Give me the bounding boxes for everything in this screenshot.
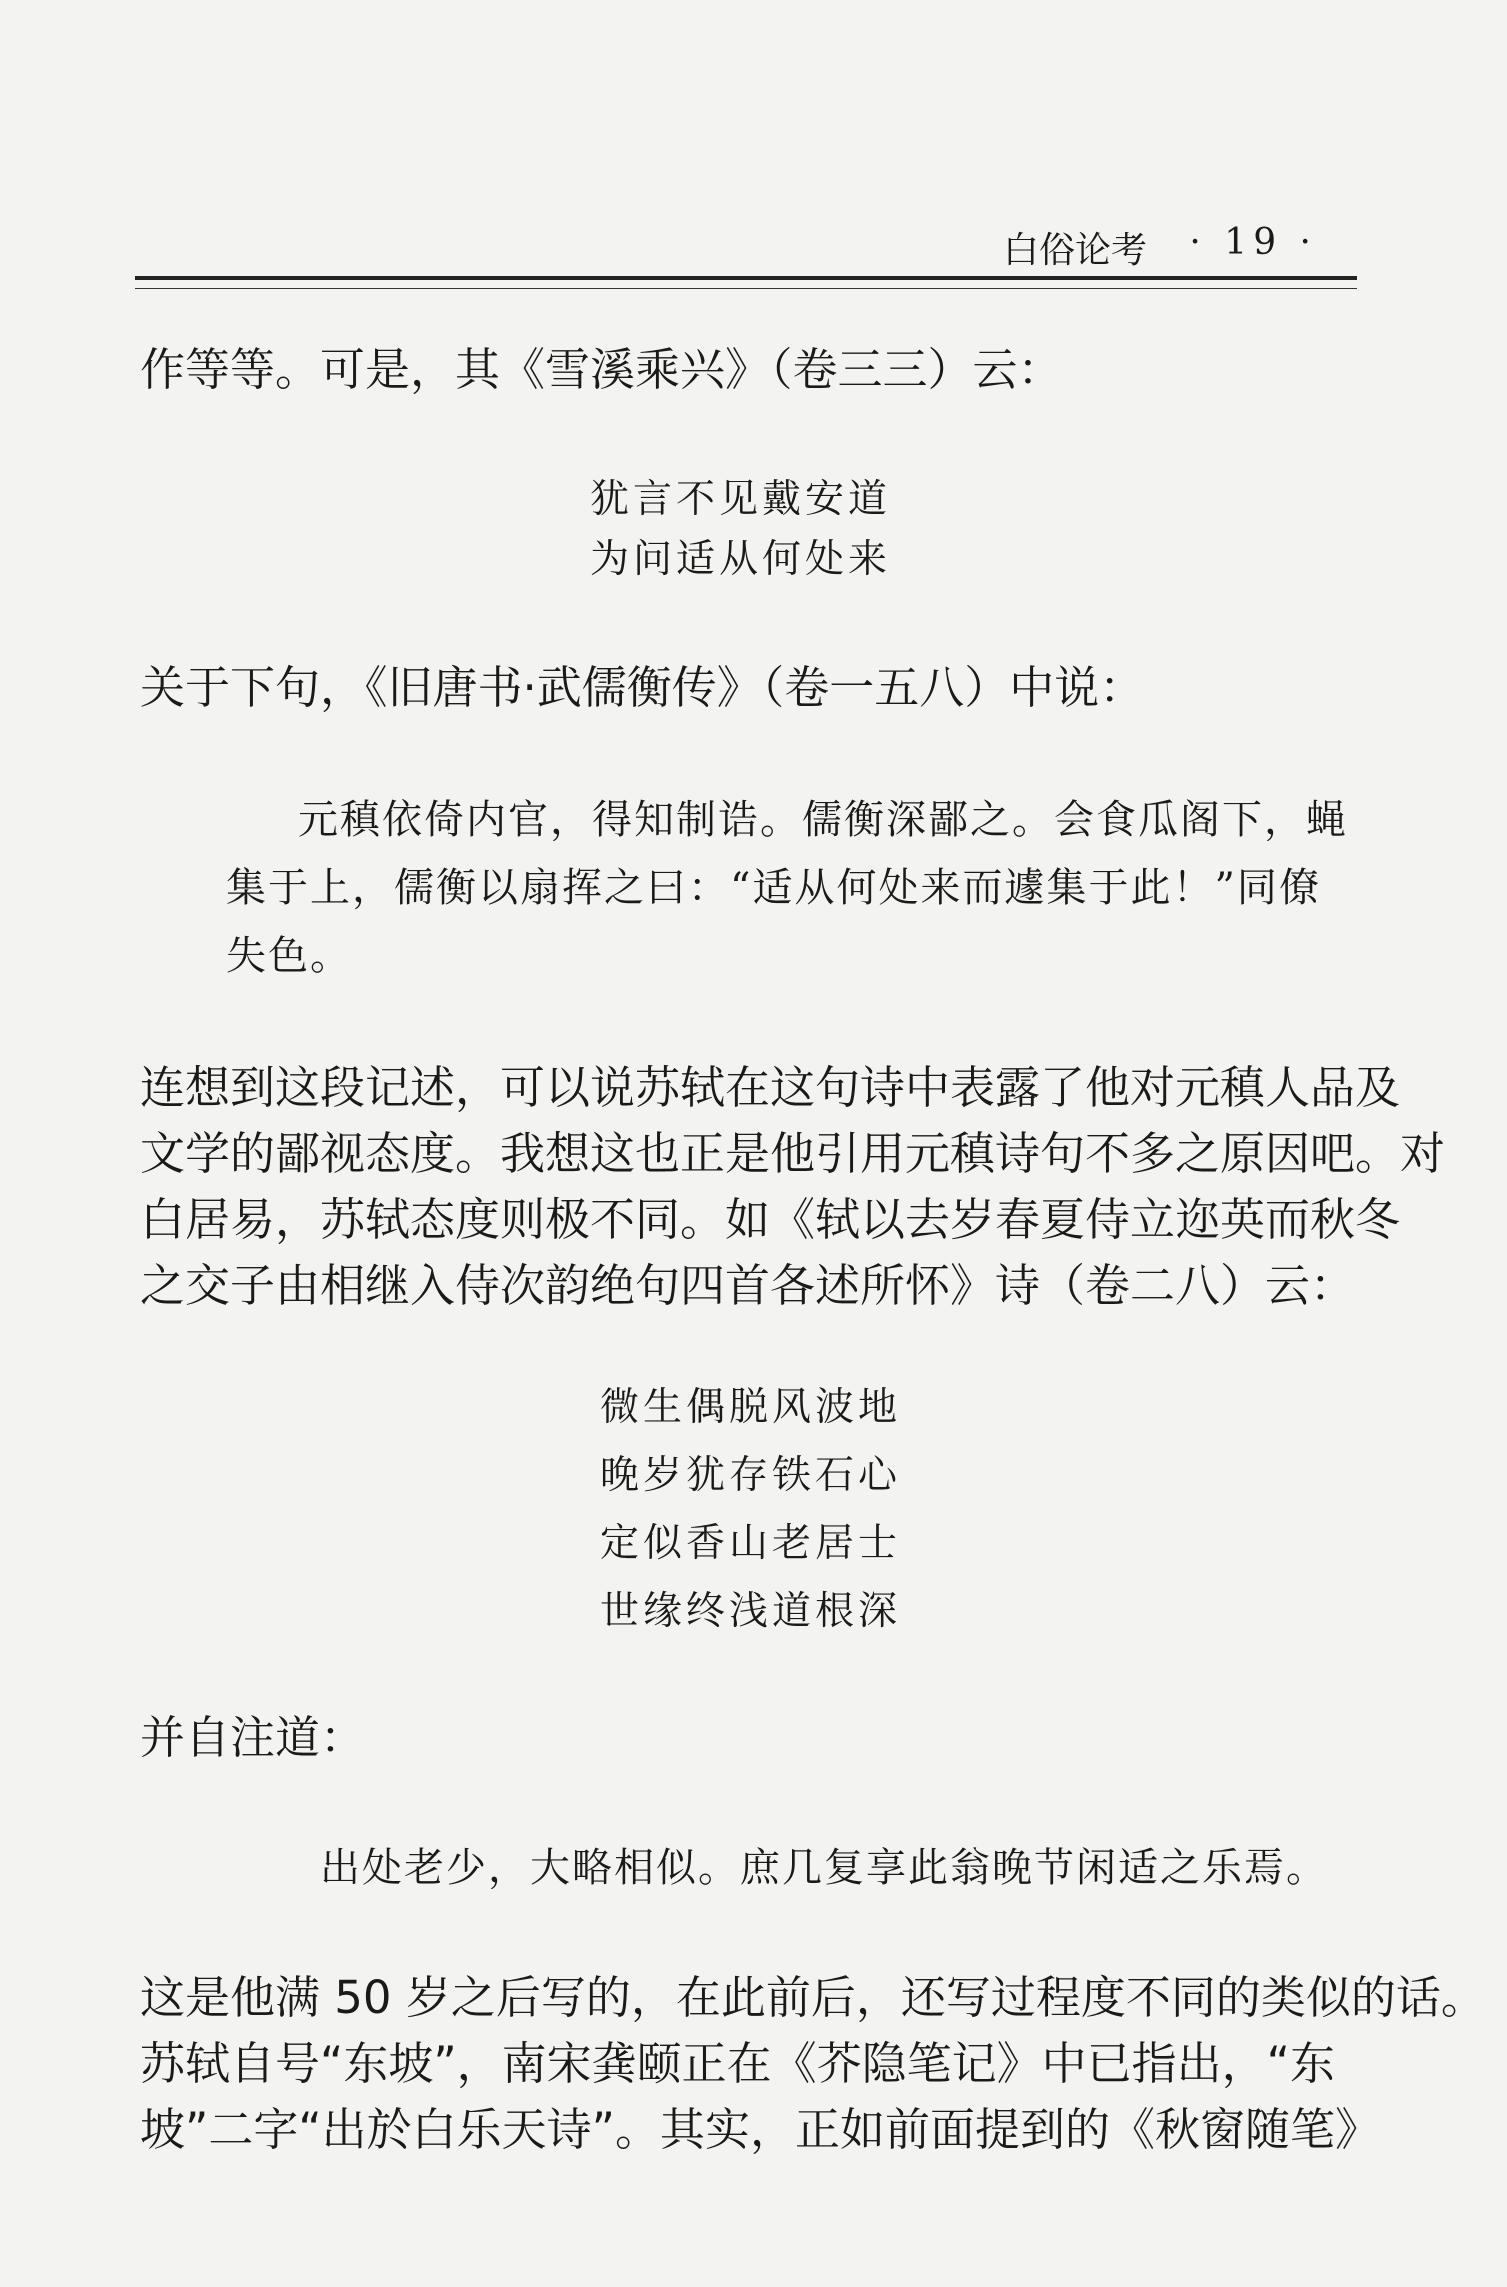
book-title: 白俗论考: [1002, 230, 1147, 271]
header-rule-thick: [135, 276, 1357, 280]
paragraph-line: 之交子由相继入侍次韵绝句四首各述所怀》诗（卷二八）云：: [140, 1259, 1356, 1312]
paragraph-line: 坡”二字“出於白乐天诗”。其实，正如前面提到的《秋窗随笔》: [140, 2103, 1380, 2156]
paragraph-line: 白居易，苏轼态度则极不同。如《轼以去岁春夏侍立迩英而秋冬: [140, 1193, 1401, 1246]
paragraph-line: 苏轼自号“东坡”，南宋龚颐正在《芥隐笔记》中已指出，“东: [140, 2037, 1335, 2090]
running-header: [135, 222, 1357, 272]
verse-line: 为问适从何处来: [590, 537, 892, 582]
paragraph-line: 连想到这段记述，可以说苏轼在这句诗中表露了他对元稹人品及: [140, 1061, 1401, 1114]
verse-line: 晚岁犹存铁石心: [600, 1453, 902, 1498]
verse-line: 微生偶脱风波地: [600, 1385, 902, 1430]
note-line: 出处老少，大略相似。庶几复享此翁晚节闲适之乐焉。: [320, 1845, 1328, 1891]
page-number: · 19 ·: [1189, 222, 1317, 263]
paragraph-line: 这是他满 50 岁之后写的，在此前后，还写过程度不同的类似的话。: [140, 1971, 1486, 2024]
quote-line: 元稹依倚内官，得知制诰。儒衡深鄙之。会食瓜阁下，蝇: [298, 797, 1348, 843]
paragraph-line: 文学的鄙视态度。我想这也正是他引用元稹诗句不多之原因吧。对: [140, 1127, 1446, 1180]
paragraph-line: 并自注道：: [140, 1711, 366, 1764]
paragraph-line: 作等等。可是，其《雪溪乘兴》（卷三三）云：: [140, 343, 1063, 396]
verse-line: 定似香山老居士: [600, 1521, 902, 1566]
header-rule-thin: [135, 288, 1357, 289]
quote-line: 失色。: [226, 933, 352, 979]
verse-line: 犹言不见戴安道: [590, 477, 892, 522]
paragraph-line: 关于下句，《旧唐书·武儒衡传》（卷一五八）中说：: [140, 661, 1145, 714]
verse-line: 世缘终浅道根深: [600, 1589, 902, 1634]
quote-line: 集于上，儒衡以扇挥之曰：“适从何处来而遽集于此！”同僚: [226, 865, 1321, 911]
